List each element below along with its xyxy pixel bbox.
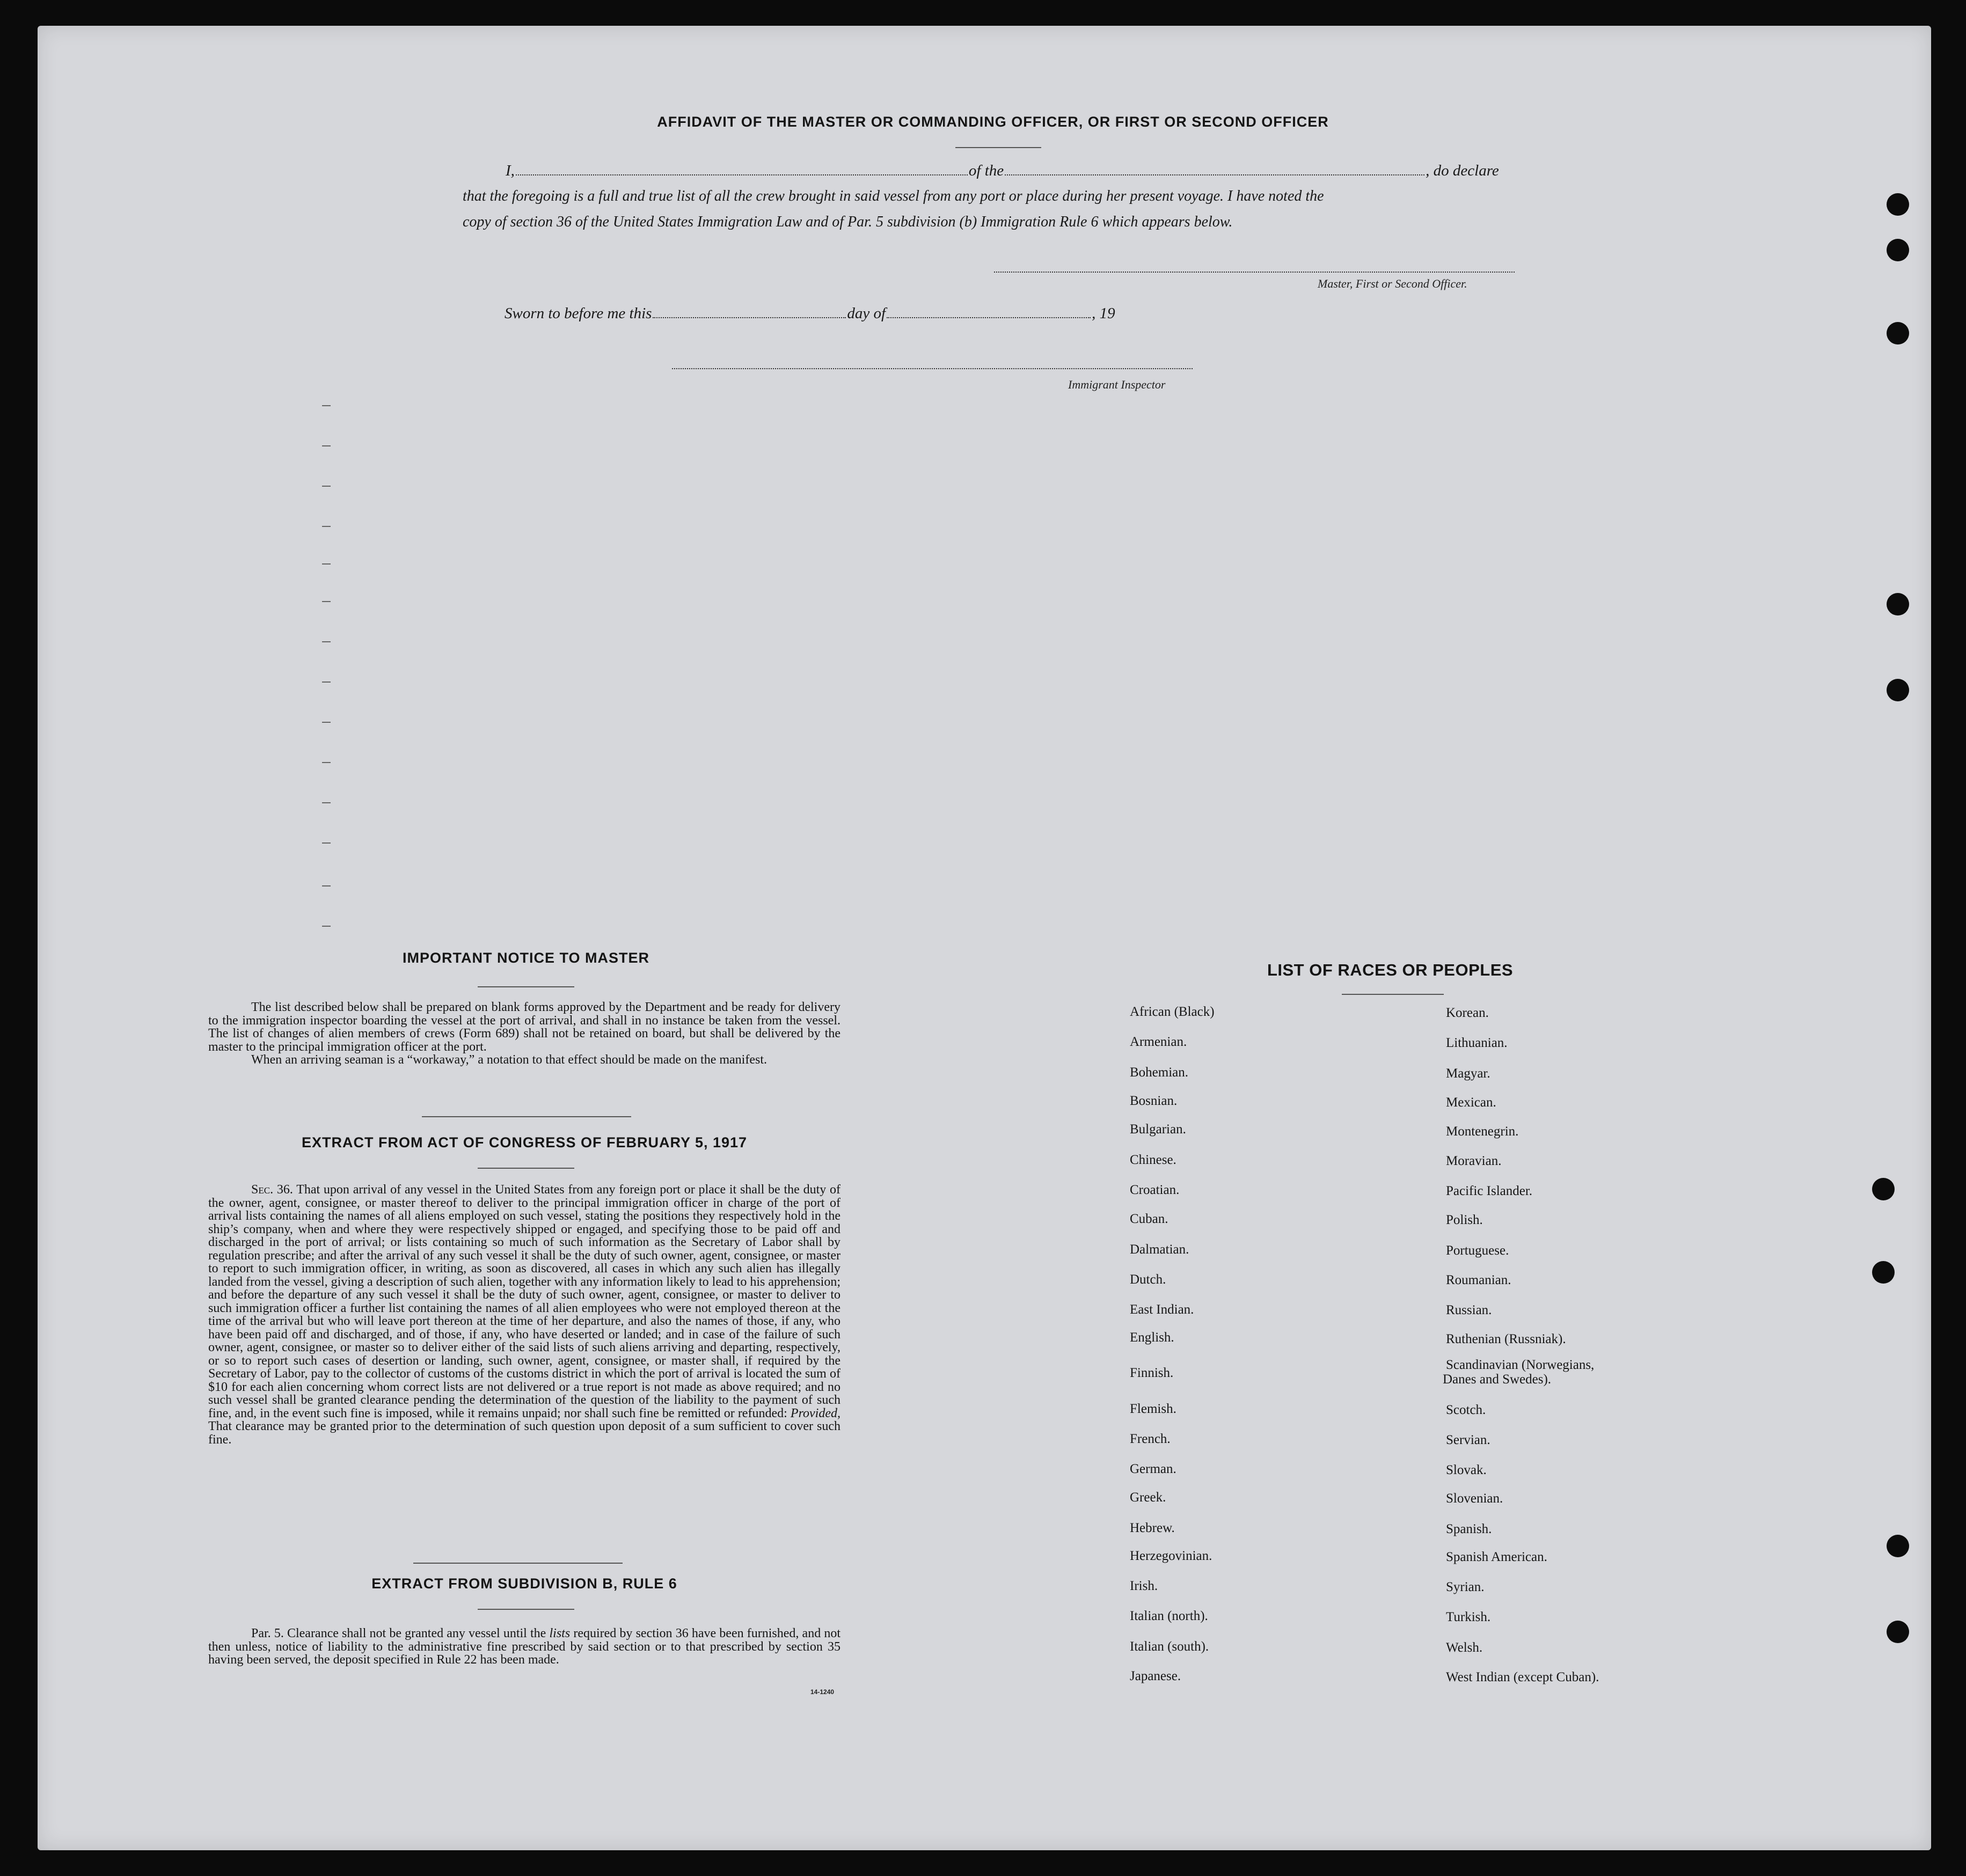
sworn-line: [505, 305, 1115, 323]
affidavit-title: AFFIDAVIT OF THE MASTER OR COMMANDING OFFICER, OR FIRST OR SECOND OFFICER: [657, 114, 1329, 130]
races-title-rule: [1342, 994, 1444, 995]
race-item: Chinese.: [1130, 1153, 1176, 1167]
extract-rule-title: EXTRACT FROM SUBDIVISION B, RULE 6: [371, 1575, 677, 1592]
extract-rule-body: [208, 1627, 841, 1667]
margin-tick: [322, 526, 331, 527]
race-item: Bohemian.: [1130, 1065, 1189, 1080]
race-item: Spanish American.: [1446, 1550, 1547, 1564]
sworn-year: , 19: [1092, 305, 1115, 322]
sworn-month-blank: [887, 317, 1091, 318]
race-item: French.: [1130, 1432, 1171, 1446]
race-item: Ruthenian (Russniak).: [1446, 1332, 1566, 1346]
provided-word: Provided,: [790, 1406, 841, 1420]
race-item: Slovak.: [1446, 1463, 1487, 1477]
margin-tick: [322, 885, 331, 886]
vessel-blank: [1005, 174, 1424, 175]
punch-hole-7: [1872, 1261, 1895, 1284]
race-item: Magyar.: [1446, 1066, 1490, 1081]
affidavit-line1: [506, 162, 1499, 180]
master-caption: Master, First or Second Officer.: [1318, 277, 1467, 290]
race-item: Dalmatian.: [1130, 1242, 1189, 1257]
race-item: Bulgarian.: [1130, 1122, 1186, 1137]
sec-36-paragraph: [208, 1183, 841, 1446]
race-item: Polish.: [1446, 1213, 1483, 1227]
race-item: Scotch.: [1446, 1403, 1486, 1417]
sec-label: Sec. 36.: [251, 1183, 293, 1197]
inspector-caption: Immigrant Inspector: [1068, 378, 1166, 391]
punch-hole-9: [1887, 1621, 1909, 1643]
race-item: East Indian.: [1130, 1302, 1194, 1317]
punch-hole-8: [1887, 1535, 1909, 1557]
race-item: Bosnian.: [1130, 1094, 1178, 1108]
sworn-date-blank: [653, 317, 846, 318]
sworn-start: Sworn to before me this: [505, 305, 652, 322]
affidavit-title-rule: [955, 147, 1041, 148]
affidavit-line3: copy of section 36 of the United States Immigration Law and of Par. 5 subdivision (b) Immigration Rule 6 which appears below.: [463, 214, 1233, 230]
punch-hole-2: [1887, 239, 1909, 261]
race-item: Flemish.: [1130, 1402, 1176, 1416]
race-item: Turkish.: [1446, 1610, 1491, 1624]
race-item: Syrian.: [1446, 1580, 1485, 1594]
race-item: English.: [1130, 1330, 1174, 1345]
race-item: Italian (north).: [1130, 1609, 1208, 1623]
race-item: Slovenian.: [1446, 1491, 1503, 1506]
race-item: Herzegovinian.: [1130, 1549, 1212, 1563]
margin-tick: [322, 445, 331, 446]
race-item: Lithuanian.: [1446, 1036, 1508, 1050]
race-item: Montenegrin.: [1446, 1124, 1519, 1139]
margin-tick: [322, 405, 331, 406]
margin-tick: [322, 722, 331, 723]
race-item: Armenian.: [1130, 1035, 1187, 1049]
race-item: Japanese.: [1130, 1669, 1181, 1683]
lists-word: lists: [549, 1626, 571, 1640]
par-5-text-a: Par. 5. Clearance shall not be granted any vessel until the: [251, 1626, 546, 1640]
affidavit-line2: that the foregoing is a full and true list of all the crew brought in said vessel from any port or place during her present voyage. I have noted the: [463, 188, 1324, 204]
race-item: Irish.: [1130, 1579, 1158, 1593]
sec-36-text: That upon arrival of any vessel in the United States from any foreign port or place it shall be the duty of the owner, agent, consignee, or master thereof to deliver to the principal immigration officer in charge of the port of arrival lists containing the names of all aliens employed on such vessel, stating the positions they respectively hold in the ship’s company, when and where they were respectively shipped or engaged, and specifying those to be paid off and discharged in the port of arrival; or lists containing so much of such information as the Secretary of Labor shall by regulation prescribe; and after the arrival of any such vessel it shall be the duty of such owner, agent, consignee, or master to report to such immigration officer, in writing, as soon as discovered, all cases in which any such alien has illegally landed from the vessel, giving a description of such alien, together with any information likely to lead to his apprehension; and before the departure of any such vessel it shall be the duty of such owner, agent, consignee, or master to deliver to such immigration officer a further list containing the names of all alien employees who were not employed thereon at the time of the arrival but who will leave port thereon at the time of her departure, and also the names of those, if any, who have been paid off and discharged, and of those, if any, who have deserted or landed; and in case of the failure of such owner, agent, consignee, or master so to deliver either of the said lists of such aliens arriving and departing, respectively, or so to report such cases of desertion or landing, such owner, agent, consignee, or master shall, if required by the Secretary of Labor, pay to the collector of customs of the customs district in which the port of arrival is located the sum of $10 for each alien concerning whom correct lists are not delivered or a true report is not made as above required; and no such vessel shall be granted clearance pending the determination of the question of the liability to the payment of such fine, and, in the event such fine is imposed, while it remains unpaid; nor shall such fine be remitted or refunded:: [208, 1183, 841, 1420]
race-item: African (Black): [1130, 1005, 1215, 1019]
punch-hole-3: [1887, 322, 1909, 345]
notice-title: IMPORTANT NOTICE TO MASTER: [403, 950, 649, 966]
races-title: LIST OF RACES OR PEOPLES: [1267, 961, 1514, 979]
race-item: Danes and Swedes).: [1443, 1372, 1552, 1387]
race-item: West Indian (except Cuban).: [1446, 1670, 1599, 1684]
punch-hole-1: [1887, 193, 1909, 216]
race-item: Roumanian.: [1446, 1273, 1511, 1287]
race-item: Korean.: [1446, 1006, 1489, 1020]
punch-hole-4: [1887, 593, 1909, 615]
name-blank: [516, 174, 968, 175]
race-item: Moravian.: [1446, 1154, 1502, 1168]
section-divider-2: [413, 1563, 623, 1564]
race-item: Italian (south).: [1130, 1639, 1209, 1654]
section-divider-1: [422, 1116, 631, 1117]
extract-act-body: [208, 1183, 841, 1446]
extract-act-title-rule: [478, 1168, 574, 1169]
margin-tick: [322, 681, 331, 683]
margin-tick: [322, 601, 331, 602]
race-item: Pacific Islander.: [1446, 1184, 1533, 1198]
race-item: Greek.: [1130, 1490, 1166, 1505]
extract-rule-title-rule: [478, 1609, 574, 1610]
affidavit-line1-mid: of the: [968, 162, 1004, 179]
notice-title-rule: [478, 986, 574, 987]
race-item: Scandinavian (Norwegians,: [1446, 1358, 1595, 1372]
race-item: Hebrew.: [1130, 1521, 1175, 1535]
margin-tick: [322, 486, 331, 487]
margin-tick: [322, 842, 331, 844]
punch-hole-6: [1872, 1178, 1895, 1200]
margin-tick: [322, 802, 331, 803]
margin-tick: [322, 762, 331, 763]
margin-tick: [322, 563, 331, 565]
margin-tick: [322, 926, 331, 927]
form-number: 14-1240: [810, 1688, 835, 1696]
race-item: Finnish.: [1130, 1366, 1174, 1380]
margin-tick: [322, 641, 331, 642]
notice-para-2: When an arriving seaman is a “workaway,” a notation to that effect should be made on the manifest.: [251, 1053, 767, 1067]
punch-hole-5: [1887, 679, 1909, 701]
sworn-day: day of: [847, 305, 886, 322]
par-5-paragraph: [208, 1627, 841, 1667]
sec-36-text-end: That clearance may be granted prior to the determination of such question upon deposit of a sum sufficient to cover such fine.: [208, 1419, 841, 1447]
par-5-text-b: required by section 36 have been furnished, and not then unless, notice of liability to the administrative fine prescribed by said section or to that prescribed by section 35 having been served, the deposit specified in Rule 22 has been made.: [208, 1626, 841, 1667]
inspector-signature-line: [672, 368, 1193, 369]
race-item: Cuban.: [1130, 1212, 1168, 1226]
affidavit-line1-end: , do declare: [1426, 162, 1499, 179]
race-item: Croatian.: [1130, 1183, 1180, 1197]
race-item: Servian.: [1446, 1433, 1490, 1447]
notice-body: [208, 1001, 841, 1067]
master-signature-line: [994, 272, 1515, 273]
notice-para-1: The list described below shall be prepared on blank forms approved by the Department and be ready for delivery to the immigration inspector boarding the vessel at the port of arrival, and shall in no instance be taken from the vessel. The list of changes of alien members of crews (Form 689) shall not be retained on board, but shall be delivered by the master to the principal immigration officer at the port.: [208, 1000, 841, 1054]
extract-act-title: EXTRACT FROM ACT OF CONGRESS OF FEBRUARY 5, 1917: [301, 1134, 748, 1150]
race-item: Russian.: [1446, 1303, 1492, 1317]
race-item: Welsh.: [1446, 1640, 1483, 1655]
race-item: Mexican.: [1446, 1095, 1496, 1110]
race-item: Dutch.: [1130, 1272, 1166, 1287]
race-item: German.: [1130, 1462, 1176, 1476]
race-item: Spanish.: [1446, 1522, 1492, 1536]
affidavit-line1-start: I,: [506, 162, 515, 179]
race-item: Portuguese.: [1446, 1243, 1509, 1258]
